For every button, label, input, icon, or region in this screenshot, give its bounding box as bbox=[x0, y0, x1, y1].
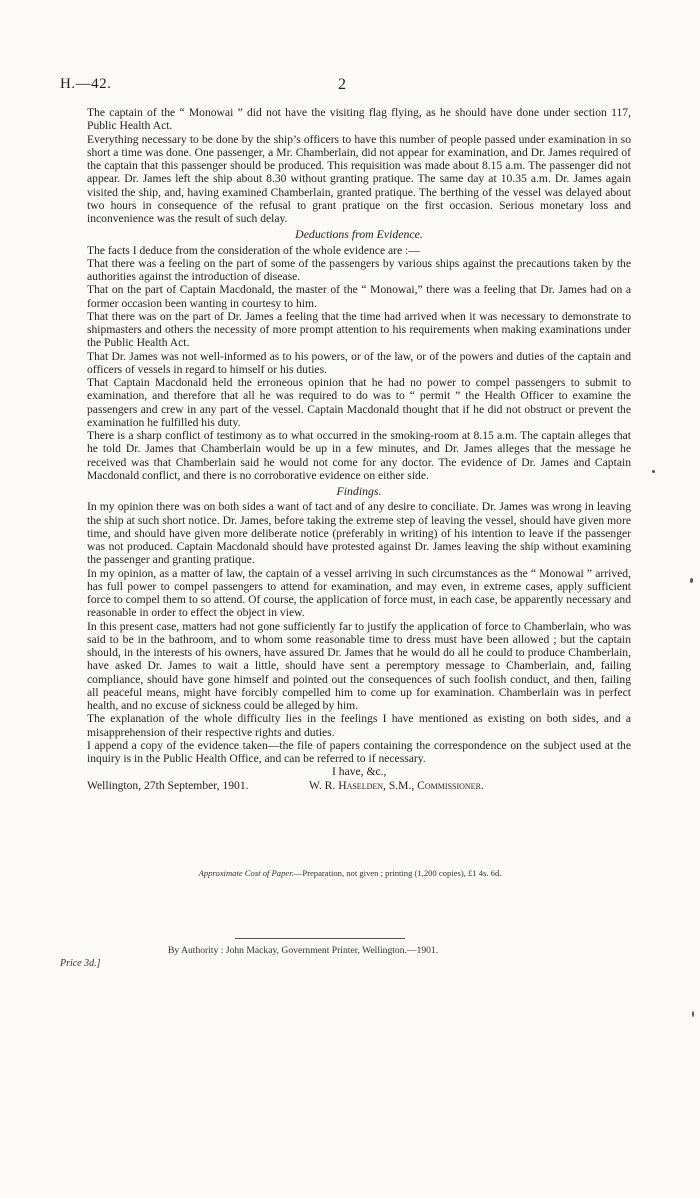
paragraph: I append a copy of the evidence taken—the file of papers containing the correspondence on the subject used at the inquiry is in the Public Health Office, and can be referred to if necessary. bbox=[87, 738, 631, 765]
document-identifier: H.—42. bbox=[60, 76, 112, 92]
cost-label: Approximate Cost of Paper. bbox=[198, 868, 294, 878]
cost-of-paper-note bbox=[0, 868, 700, 878]
closing-block bbox=[87, 765, 631, 809]
section-heading-deductions: Deductions from Evidence. bbox=[295, 227, 423, 242]
report-body bbox=[87, 106, 631, 809]
paragraph: The captain of the “ Monowai ” did not have the visiting flag flying, as he should have done under section 117, Public Health Act. bbox=[87, 106, 631, 133]
paragraph: The explanation of the whole difficulty lies in the feelings I have mentioned as existing on both sides, and a misapprehension of their respective rights and duties. bbox=[87, 712, 631, 739]
paragraph: In my opinion, as a matter of law, the captain of a vessel arriving in such circumstances as the “ Monowai ” arrived, has full power to compel passengers to attend for examination, and may even, in extreme cases, apply sufficient force to compel them to so attend. Of course, the application of force must, in each case, be apparently necessary and reasonable in order to effect the object in view. bbox=[87, 566, 631, 620]
footer-rule bbox=[235, 938, 405, 939]
paragraph: The facts I deduce from the consideration of the whole evidence are :— bbox=[87, 243, 420, 257]
signature: W. R. Haselden, S.M., Commissioner. bbox=[309, 779, 484, 793]
section-heading-findings: Findings. bbox=[336, 484, 382, 498]
scan-speck bbox=[690, 578, 693, 583]
scan-speck bbox=[652, 470, 655, 473]
page-number: 2 bbox=[338, 76, 346, 93]
cost-text: —Preparation, not given ; printing (1,200 copies), £1 4s. 6d. bbox=[293, 868, 502, 878]
scan-speck bbox=[692, 1011, 694, 1017]
paragraph: That Captain Macdonald held the erroneous opinion that he had no power to compel passengers to submit to examination, and therefore that all he was required to do was to “ permit ” the Health Officer to examine the passengers and crew in any part of the vessel. Captain Macdonald thought that if he did not obstruct or prevent the examination he fulfilled his duty. bbox=[87, 376, 631, 429]
date-line: Wellington, 27th September, 1901. bbox=[87, 779, 249, 793]
paragraph: There is a sharp conflict of testimony as to what occurred in the smoking-room at 8.15 a.m. The captain alleges that he told Dr. James that Chamberlain would be up in a few minutes, and Dr. James alleges that the message he received was that Chamberlain said he would not come for any doctor. The evidence of Dr. James and Captain Macdonald conflict, and there is no corroborative evidence on either side. bbox=[87, 429, 631, 482]
paragraph: That there was on the part of Dr. James a feeling that the time had arrived when it was necessary to demonstrate to shipmasters and others the necessity of more prompt attention to his requirements when making examinations under the Public Health Act. bbox=[87, 309, 631, 350]
paragraph: In my opinion there was on both sides a want of tact and of any desire to conciliate. Dr. James was wrong in leaving the ship at such short notice. Dr. James, before taking the extreme step of leaving the vessel, should have given more time, and should have given more deliberate notice (preferably in writing) of his intention to leave if the passenger was not produced. Captain Macdonald should have protested against Dr. James leaving the ship without examining the passenger and granting pratique. bbox=[87, 500, 631, 567]
paragraph: In this present case, matters had not gone sufficiently far to justify the application of force to Chamberlain, who was said to be in the bathroom, and to whom some reasonable time to dress must have been allowed ; but the captain should, in the interests of his owners, have assured Dr. James that he would do all he could to produce Chamberlain, have asked Dr. James to wait a little, should have sent a peremptory message to Chamberlain, and, failing compliance, should have gone himself and pointed out the consequences of such foolish conduct, and then, failing all peaceful means, might have forcibly compelled him to come up for examination. Chamberlain was in perfect health, and no excuse of sickness could be alleged by him. bbox=[87, 619, 631, 712]
salutation: I have, &c., bbox=[332, 765, 387, 779]
price-note: Price 3d.] bbox=[60, 958, 101, 969]
paragraph: That on the part of Captain Macdonald, the master of the “ Monowai,” there was a feeling that Dr. James had on a former occasion been wanting in courtesy to him. bbox=[87, 283, 631, 310]
paragraph: That Dr. James was not well-informed as to his powers, or of the law, or of the powers and duties of the captain and officers of vessels in regard to himself or his duties. bbox=[87, 349, 631, 376]
paragraph: Everything necessary to be done by the ship’s officers to have this number of people passed under examination in so short a time was done. One passenger, a Mr. Chamberlain, did not appear for examination, and Dr. James required of the captain that this passenger should be produced. This requisition was made about 8.15 a.m. The passenger did not appear. Dr. James left the ship about 8.30 without granting pratique. The same day at 10.35 a.m. Dr. James again visited the ship, and, having examined Chamberlain, granted pratique. The berthing of the vessel was delayed about two hours in consequence of the refusal to grant pratique on the first occasion. Serious monetary loss and inconvenience was the result of such delay. bbox=[87, 132, 631, 225]
printer-authority: By Authority : John Mackay, Government Printer, Wellington.—1901. bbox=[168, 945, 439, 956]
paragraph: That there was a feeling on the part of some of the passengers by various ships against the precautions taken by the authorities against the introduction of disease. bbox=[87, 256, 631, 283]
